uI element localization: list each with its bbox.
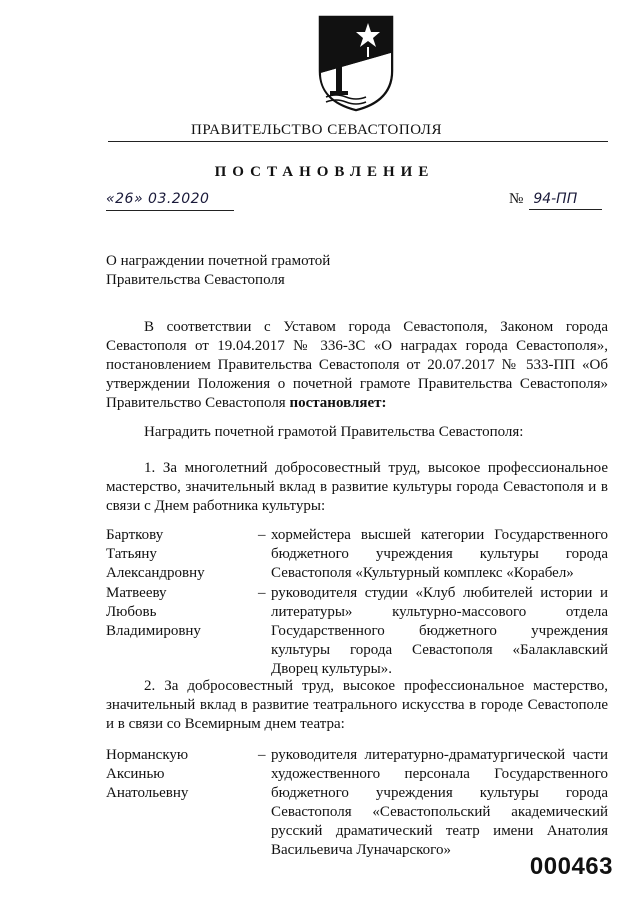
awardee-surname: Барткову: [106, 527, 164, 543]
document-date: «26» 03.2020: [106, 191, 210, 207]
section-2-heading: 2. За добросовестный труд, высокое профессиональное мастерство, значительный вклад в развитие театрального искусства в городе Севастополе и в связи со Всемирным днем театра:: [106, 678, 608, 732]
awardee-patronymic: Анатольевну: [106, 785, 189, 801]
awardee-name: [106, 746, 256, 803]
award-intro: Наградить почетной грамотой Правительства Севастополя:: [144, 424, 524, 440]
awardee-position: хормейстера высшей категории Государственного бюджетного учреждения культуры города Севастополя «Культурный комплекс «Корабел»: [271, 527, 608, 581]
sevastopol-coat-of-arms-icon: [316, 13, 396, 113]
awardee-position: руководителя литературно-драматургической части художественного персонала Государственного бюджетного учреждения культуры города Севастополя «Севастопольский академический русский драматический театр имени Анатолия Васильевича Луначарского»: [271, 747, 608, 858]
subject-line-2: Правительства Севастополя: [106, 272, 285, 288]
document-number-field: [509, 190, 602, 210]
awardee-first-name: Татьяну: [106, 546, 157, 562]
number-sign: №: [509, 191, 524, 207]
awardee-patronymic: Александровну: [106, 565, 205, 581]
form-serial-number: 000463: [529, 853, 613, 880]
awardee-name: [106, 584, 256, 641]
awardee-name: [106, 526, 256, 583]
document-date-field: [106, 190, 234, 211]
subject-line-1: О награждении почетной грамотой: [106, 253, 331, 269]
government-title: ПРАВИТЕЛЬСТВО СЕВАСТОПОЛЯ: [191, 122, 442, 138]
preamble-resolves: постановляет:: [289, 395, 387, 411]
header-divider: [108, 141, 608, 142]
document-subject: [106, 252, 406, 290]
awardee-patronymic: Владимировну: [106, 623, 201, 639]
awardee-dash: –: [258, 527, 266, 543]
section-1-heading: 1. За многолетний добросовестный труд, высокое профессиональное мастерство, значительный вклад в развитие культуры города Севастополя и в связи с Днем работника культуры:: [106, 460, 608, 514]
awardee-surname: Матвееву: [106, 585, 167, 601]
document-number: 94-ПП: [533, 191, 578, 207]
preamble-paragraph: [106, 318, 608, 413]
awardee-dash: –: [258, 747, 266, 763]
awardee-first-name: Аксинью: [106, 766, 165, 782]
awardee-first-name: Любовь: [106, 604, 157, 620]
preamble-text: В соответствии с Уставом города Севастополя, Законом города Севастополя от 19.04.2017 № 336-ЗС «О наградах города Севастополя», постановлением Правительства Севастополя от 20.07.2017 № 533-ПП «Об утверждении Положения о почетной грамоте Правительства Севастополя» Правительство Севастополя: [106, 319, 608, 411]
awardee-position: руководителя студии «Клуб любителей истории и литературы» культурно-массового отдела Государственного бюджетного учреждения культуры города Севастополя «Балаклавский Дворец культуры».: [271, 585, 608, 677]
document-type: ПОСТАНОВЛЕНИЕ: [214, 164, 435, 180]
awardee-surname: Норманскую: [106, 747, 189, 763]
awardee-dash: –: [258, 585, 266, 601]
